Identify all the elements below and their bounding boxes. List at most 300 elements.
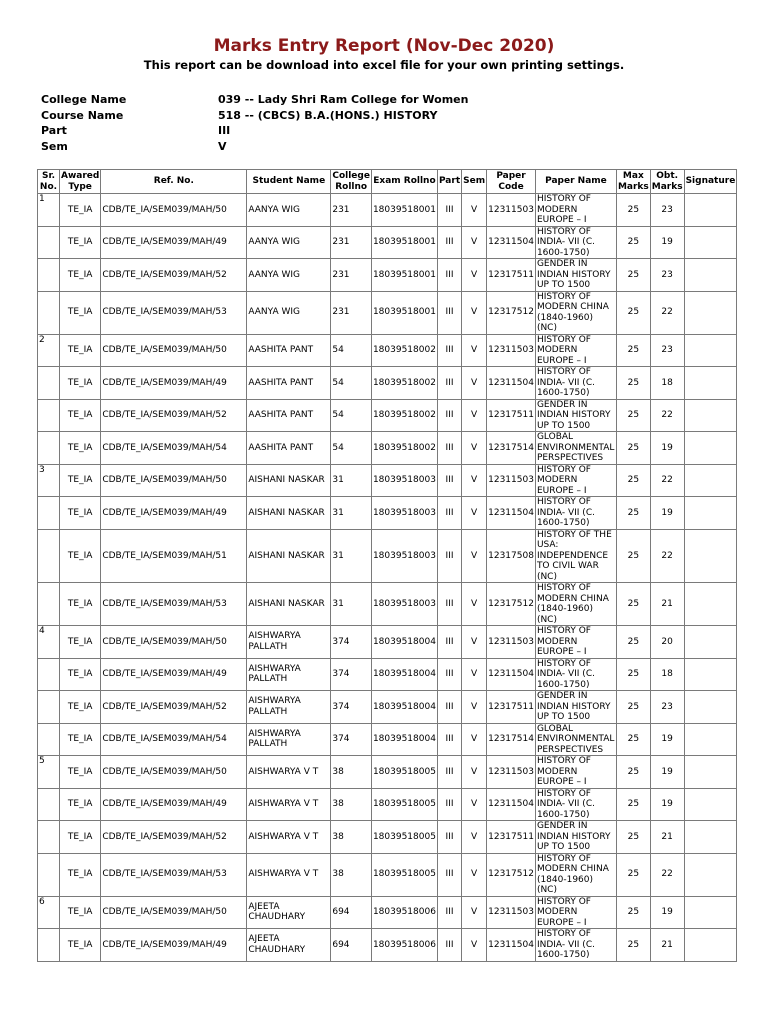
cell-name: AISHWARYA V T	[247, 788, 331, 821]
info-label: Sem	[41, 139, 68, 153]
cell-code: 12311503	[487, 626, 536, 659]
cell-type: TE_IA	[60, 259, 101, 292]
column-header: Exam Rollno	[371, 170, 437, 194]
cell-code: 12311504	[487, 929, 536, 962]
cell-type: TE_IA	[60, 756, 101, 789]
cell-part: III	[437, 788, 461, 821]
cell-name: AISHWARYA PALLATH	[247, 658, 331, 691]
cell-sr	[38, 291, 60, 334]
cell-sem: V	[462, 226, 487, 259]
cell-exam-roll: 18039518005	[371, 788, 437, 821]
cell-paper: HISTORY OF THE USA: INDEPENDENCE TO CIVIL WAR (NC)	[535, 529, 616, 583]
table-row	[38, 399, 737, 432]
cell-part: III	[437, 853, 461, 896]
cell-type: TE_IA	[60, 291, 101, 334]
cell-ref: CDB/TE_IA/SEM039/MAH/54	[101, 723, 247, 756]
cell-college-roll: 38	[331, 853, 372, 896]
cell-exam-roll: 18039518006	[371, 929, 437, 962]
cell-sr	[38, 529, 60, 583]
cell-name: AISHWARYA PALLATH	[247, 723, 331, 756]
info-row	[41, 123, 468, 139]
cell-max: 25	[616, 583, 650, 626]
column-header: Signature	[684, 170, 737, 194]
cell-sem: V	[462, 399, 487, 432]
cell-sr	[38, 583, 60, 626]
cell-paper: HISTORY OF INDIA- VII (C. 1600-1750)	[535, 658, 616, 691]
cell-max: 25	[616, 691, 650, 724]
cell-exam-roll: 18039518002	[371, 367, 437, 400]
cell-obt: 23	[650, 259, 684, 292]
cell-type: TE_IA	[60, 497, 101, 530]
cell-max: 25	[616, 529, 650, 583]
cell-sr: 4	[38, 626, 60, 659]
cell-part: III	[437, 821, 461, 854]
cell-type: TE_IA	[60, 399, 101, 432]
cell-name: AISHWARYA V T	[247, 853, 331, 896]
cell-signature	[684, 723, 737, 756]
cell-ref: CDB/TE_IA/SEM039/MAH/52	[101, 691, 247, 724]
cell-signature	[684, 626, 737, 659]
cell-sem: V	[462, 691, 487, 724]
cell-name: AISHWARYA PALLATH	[247, 626, 331, 659]
cell-college-roll: 54	[331, 367, 372, 400]
cell-max: 25	[616, 226, 650, 259]
cell-name: AANYA WIG	[247, 194, 331, 227]
cell-college-roll: 694	[331, 896, 372, 929]
cell-max: 25	[616, 756, 650, 789]
table-row	[38, 691, 737, 724]
cell-ref: CDB/TE_IA/SEM039/MAH/49	[101, 929, 247, 962]
cell-code: 12317514	[487, 723, 536, 756]
cell-part: III	[437, 367, 461, 400]
cell-signature	[684, 788, 737, 821]
cell-signature	[684, 464, 737, 497]
cell-college-roll: 31	[331, 497, 372, 530]
cell-type: TE_IA	[60, 821, 101, 854]
cell-paper: HISTORY OF MODERN CHINA (1840-1960) (NC)	[535, 853, 616, 896]
cell-ref: CDB/TE_IA/SEM039/MAH/50	[101, 896, 247, 929]
cell-sr: 3	[38, 464, 60, 497]
cell-sr	[38, 259, 60, 292]
table-row	[38, 259, 737, 292]
cell-max: 25	[616, 723, 650, 756]
cell-type: TE_IA	[60, 691, 101, 724]
cell-obt: 23	[650, 691, 684, 724]
cell-college-roll: 374	[331, 626, 372, 659]
cell-sr	[38, 658, 60, 691]
info-value: V	[218, 139, 227, 153]
cell-sem: V	[462, 896, 487, 929]
cell-code: 12311504	[487, 658, 536, 691]
cell-obt: 19	[650, 756, 684, 789]
cell-type: TE_IA	[60, 626, 101, 659]
cell-name: AANYA WIG	[247, 259, 331, 292]
cell-signature	[684, 291, 737, 334]
cell-code: 12317511	[487, 399, 536, 432]
cell-exam-roll: 18039518003	[371, 497, 437, 530]
cell-sr	[38, 853, 60, 896]
cell-name: AISHANI NASKAR	[247, 497, 331, 530]
cell-college-roll: 31	[331, 464, 372, 497]
cell-type: TE_IA	[60, 723, 101, 756]
table-row	[38, 464, 737, 497]
cell-sr	[38, 497, 60, 530]
cell-paper: GENDER IN INDIAN HISTORY UP TO 1500	[535, 691, 616, 724]
cell-ref: CDB/TE_IA/SEM039/MAH/54	[101, 432, 247, 465]
cell-college-roll: 231	[331, 226, 372, 259]
cell-obt: 22	[650, 399, 684, 432]
cell-part: III	[437, 226, 461, 259]
cell-part: III	[437, 464, 461, 497]
report-title: Marks Entry Report (Nov-Dec 2020)	[213, 36, 555, 56]
cell-college-roll: 231	[331, 259, 372, 292]
cell-exam-roll: 18039518004	[371, 626, 437, 659]
cell-max: 25	[616, 497, 650, 530]
cell-code: 12311504	[487, 788, 536, 821]
cell-max: 25	[616, 821, 650, 854]
table-row	[38, 367, 737, 400]
cell-part: III	[437, 658, 461, 691]
cell-part: III	[437, 723, 461, 756]
cell-sem: V	[462, 821, 487, 854]
cell-exam-roll: 18039518001	[371, 194, 437, 227]
cell-type: TE_IA	[60, 464, 101, 497]
cell-type: TE_IA	[60, 529, 101, 583]
column-header: Ref. No.	[101, 170, 247, 194]
table-row	[38, 529, 737, 583]
cell-signature	[684, 367, 737, 400]
cell-college-roll: 31	[331, 529, 372, 583]
cell-college-roll: 374	[331, 658, 372, 691]
cell-college-roll: 54	[331, 399, 372, 432]
cell-college-roll: 231	[331, 291, 372, 334]
cell-exam-roll: 18039518001	[371, 226, 437, 259]
cell-paper: HISTORY OF MODERN EUROPE – I	[535, 334, 616, 367]
cell-exam-roll: 18039518001	[371, 259, 437, 292]
cell-max: 25	[616, 291, 650, 334]
cell-ref: CDB/TE_IA/SEM039/MAH/53	[101, 583, 247, 626]
info-label: Course Name	[41, 108, 124, 122]
column-header: Part	[437, 170, 461, 194]
cell-signature	[684, 583, 737, 626]
cell-code: 12311503	[487, 756, 536, 789]
table-row	[38, 226, 737, 259]
cell-max: 25	[616, 658, 650, 691]
cell-signature	[684, 334, 737, 367]
cell-type: TE_IA	[60, 929, 101, 962]
cell-name: AANYA WIG	[247, 226, 331, 259]
cell-type: TE_IA	[60, 367, 101, 400]
cell-paper: GENDER IN INDIAN HISTORY UP TO 1500	[535, 821, 616, 854]
cell-obt: 21	[650, 929, 684, 962]
column-header: Sr. No.	[38, 170, 60, 194]
cell-paper: GENDER IN INDIAN HISTORY UP TO 1500	[535, 259, 616, 292]
cell-ref: CDB/TE_IA/SEM039/MAH/50	[101, 626, 247, 659]
cell-code: 12311504	[487, 497, 536, 530]
cell-name: AISHWARYA V T	[247, 821, 331, 854]
cell-exam-roll: 18039518005	[371, 853, 437, 896]
cell-part: III	[437, 626, 461, 659]
cell-code: 12317512	[487, 291, 536, 334]
cell-ref: CDB/TE_IA/SEM039/MAH/50	[101, 464, 247, 497]
cell-part: III	[437, 291, 461, 334]
cell-exam-roll: 18039518001	[371, 291, 437, 334]
cell-ref: CDB/TE_IA/SEM039/MAH/50	[101, 756, 247, 789]
cell-part: III	[437, 399, 461, 432]
cell-part: III	[437, 194, 461, 227]
cell-signature	[684, 497, 737, 530]
cell-sr: 6	[38, 896, 60, 929]
cell-obt: 23	[650, 334, 684, 367]
cell-obt: 21	[650, 583, 684, 626]
cell-exam-roll: 18039518003	[371, 529, 437, 583]
cell-paper: HISTORY OF INDIA- VII (C. 1600-1750)	[535, 929, 616, 962]
cell-college-roll: 374	[331, 691, 372, 724]
course-info	[41, 92, 468, 154]
cell-sem: V	[462, 432, 487, 465]
cell-ref: CDB/TE_IA/SEM039/MAH/50	[101, 334, 247, 367]
cell-sr	[38, 367, 60, 400]
cell-max: 25	[616, 626, 650, 659]
cell-code: 12311503	[487, 194, 536, 227]
cell-sem: V	[462, 334, 487, 367]
cell-exam-roll: 18039518004	[371, 691, 437, 724]
cell-exam-roll: 18039518002	[371, 334, 437, 367]
cell-sem: V	[462, 259, 487, 292]
cell-obt: 19	[650, 432, 684, 465]
cell-paper: HISTORY OF MODERN EUROPE – I	[535, 896, 616, 929]
cell-exam-roll: 18039518005	[371, 756, 437, 789]
cell-max: 25	[616, 399, 650, 432]
cell-ref: CDB/TE_IA/SEM039/MAH/49	[101, 367, 247, 400]
info-row	[41, 108, 468, 124]
table-row	[38, 334, 737, 367]
table-row	[38, 929, 737, 962]
cell-sr: 5	[38, 756, 60, 789]
cell-name: AASHITA PANT	[247, 367, 331, 400]
table-row	[38, 658, 737, 691]
cell-type: TE_IA	[60, 583, 101, 626]
cell-signature	[684, 432, 737, 465]
cell-type: TE_IA	[60, 194, 101, 227]
cell-sr: 2	[38, 334, 60, 367]
cell-sem: V	[462, 464, 487, 497]
marks-table	[37, 169, 737, 962]
cell-paper: GLOBAL ENVIRONMENTAL PERSPECTIVES	[535, 723, 616, 756]
cell-paper: HISTORY OF MODERN CHINA (1840-1960) (NC)	[535, 583, 616, 626]
cell-signature	[684, 399, 737, 432]
cell-college-roll: 54	[331, 432, 372, 465]
cell-ref: CDB/TE_IA/SEM039/MAH/49	[101, 226, 247, 259]
cell-paper: HISTORY OF MODERN EUROPE – I	[535, 626, 616, 659]
cell-code: 12317514	[487, 432, 536, 465]
cell-college-roll: 231	[331, 194, 372, 227]
cell-sr	[38, 788, 60, 821]
cell-type: TE_IA	[60, 334, 101, 367]
cell-obt: 19	[650, 723, 684, 756]
column-header: Sem	[462, 170, 487, 194]
cell-max: 25	[616, 334, 650, 367]
cell-obt: 22	[650, 464, 684, 497]
cell-obt: 19	[650, 226, 684, 259]
cell-ref: CDB/TE_IA/SEM039/MAH/53	[101, 291, 247, 334]
cell-college-roll: 694	[331, 929, 372, 962]
cell-code: 12317508	[487, 529, 536, 583]
cell-exam-roll: 18039518006	[371, 896, 437, 929]
cell-part: III	[437, 896, 461, 929]
cell-sem: V	[462, 658, 487, 691]
cell-obt: 19	[650, 896, 684, 929]
cell-sr	[38, 399, 60, 432]
cell-obt: 23	[650, 194, 684, 227]
cell-signature	[684, 821, 737, 854]
cell-ref: CDB/TE_IA/SEM039/MAH/53	[101, 853, 247, 896]
column-header: Obt. Marks	[651, 171, 683, 192]
cell-max: 25	[616, 929, 650, 962]
info-value: 518 -- (CBCS) B.A.(HONS.) HISTORY	[218, 108, 438, 122]
cell-paper: HISTORY OF INDIA- VII (C. 1600-1750)	[535, 226, 616, 259]
cell-signature	[684, 756, 737, 789]
cell-obt: 22	[650, 853, 684, 896]
cell-part: III	[437, 334, 461, 367]
info-value: 039 -- Lady Shri Ram College for Women	[218, 93, 469, 107]
table-row	[38, 853, 737, 896]
cell-sem: V	[462, 194, 487, 227]
cell-code: 12317511	[487, 691, 536, 724]
cell-sem: V	[462, 291, 487, 334]
cell-exam-roll: 18039518004	[371, 658, 437, 691]
table-row	[38, 432, 737, 465]
cell-obt: 22	[650, 529, 684, 583]
cell-name: AANYA WIG	[247, 291, 331, 334]
table-row	[38, 194, 737, 227]
cell-obt: 19	[650, 497, 684, 530]
cell-signature	[684, 529, 737, 583]
info-label: College Name	[41, 93, 127, 107]
cell-max: 25	[616, 367, 650, 400]
cell-part: III	[437, 583, 461, 626]
cell-sem: V	[462, 367, 487, 400]
cell-paper: HISTORY OF MODERN CHINA (1840-1960) (NC)	[535, 291, 616, 334]
cell-sr	[38, 723, 60, 756]
cell-code: 12317511	[487, 821, 536, 854]
cell-sem: V	[462, 788, 487, 821]
cell-max: 25	[616, 259, 650, 292]
cell-sem: V	[462, 583, 487, 626]
cell-name: AISHWARYA V T	[247, 756, 331, 789]
cell-paper: HISTORY OF INDIA- VII (C. 1600-1750)	[535, 367, 616, 400]
cell-paper: HISTORY OF INDIA- VII (C. 1600-1750)	[535, 497, 616, 530]
cell-college-roll: 38	[331, 821, 372, 854]
column-header: Paper Name	[535, 170, 616, 194]
cell-exam-roll: 18039518002	[371, 399, 437, 432]
table-row	[38, 626, 737, 659]
table-row	[38, 756, 737, 789]
cell-obt: 20	[650, 626, 684, 659]
cell-type: TE_IA	[60, 658, 101, 691]
cell-type: TE_IA	[60, 788, 101, 821]
cell-name: AISHANI NASKAR	[247, 464, 331, 497]
report-subtitle: This report can be download into excel file for your own printing settings.	[143, 58, 625, 72]
info-row	[41, 139, 468, 155]
cell-obt: 21	[650, 821, 684, 854]
cell-paper: HISTORY OF MODERN EUROPE – I	[535, 756, 616, 789]
cell-max: 25	[616, 194, 650, 227]
cell-obt: 18	[650, 367, 684, 400]
cell-obt: 22	[650, 291, 684, 334]
cell-part: III	[437, 432, 461, 465]
cell-max: 25	[616, 464, 650, 497]
cell-exam-roll: 18039518005	[371, 821, 437, 854]
column-header: Awared Type	[61, 171, 100, 192]
cell-name: AJEETA CHAUDHARY	[247, 929, 331, 962]
cell-part: III	[437, 756, 461, 789]
cell-paper: HISTORY OF MODERN EUROPE – I	[535, 194, 616, 227]
cell-name: AJEETA CHAUDHARY	[247, 896, 331, 929]
cell-paper: HISTORY OF MODERN EUROPE – I	[535, 464, 616, 497]
cell-signature	[684, 896, 737, 929]
cell-paper: GENDER IN INDIAN HISTORY UP TO 1500	[535, 399, 616, 432]
cell-type: TE_IA	[60, 896, 101, 929]
cell-obt: 18	[650, 658, 684, 691]
cell-exam-roll: 18039518002	[371, 432, 437, 465]
column-header: Paper Code	[487, 170, 536, 194]
column-header: Student Name	[247, 170, 331, 194]
column-header: College Rollno	[332, 171, 370, 192]
cell-college-roll: 31	[331, 583, 372, 626]
cell-type: TE_IA	[60, 226, 101, 259]
cell-signature	[684, 658, 737, 691]
table-row	[38, 291, 737, 334]
cell-name: AISHANI NASKAR	[247, 529, 331, 583]
cell-sr	[38, 821, 60, 854]
cell-max: 25	[616, 788, 650, 821]
table-row	[38, 497, 737, 530]
cell-code: 12311503	[487, 464, 536, 497]
cell-ref: CDB/TE_IA/SEM039/MAH/49	[101, 497, 247, 530]
cell-sr	[38, 691, 60, 724]
cell-exam-roll: 18039518003	[371, 464, 437, 497]
cell-ref: CDB/TE_IA/SEM039/MAH/49	[101, 658, 247, 691]
table-header-row	[38, 170, 737, 194]
cell-code: 12311504	[487, 226, 536, 259]
cell-exam-roll: 18039518004	[371, 723, 437, 756]
cell-signature	[684, 929, 737, 962]
cell-college-roll: 54	[331, 334, 372, 367]
cell-sr: 1	[38, 194, 60, 227]
info-row	[41, 92, 468, 108]
cell-sem: V	[462, 853, 487, 896]
cell-sem: V	[462, 529, 487, 583]
cell-ref: CDB/TE_IA/SEM039/MAH/52	[101, 259, 247, 292]
cell-sem: V	[462, 756, 487, 789]
cell-signature	[684, 194, 737, 227]
cell-code: 12317512	[487, 853, 536, 896]
cell-signature	[684, 226, 737, 259]
cell-name: AASHITA PANT	[247, 432, 331, 465]
column-header: Max Marks	[617, 171, 649, 192]
cell-paper: HISTORY OF INDIA- VII (C. 1600-1750)	[535, 788, 616, 821]
cell-sem: V	[462, 626, 487, 659]
cell-signature	[684, 259, 737, 292]
info-value: III	[218, 124, 231, 138]
cell-code: 12311504	[487, 367, 536, 400]
cell-ref: CDB/TE_IA/SEM039/MAH/49	[101, 788, 247, 821]
cell-ref: CDB/TE_IA/SEM039/MAH/52	[101, 821, 247, 854]
cell-college-roll: 38	[331, 788, 372, 821]
table-row	[38, 896, 737, 929]
cell-signature	[684, 691, 737, 724]
